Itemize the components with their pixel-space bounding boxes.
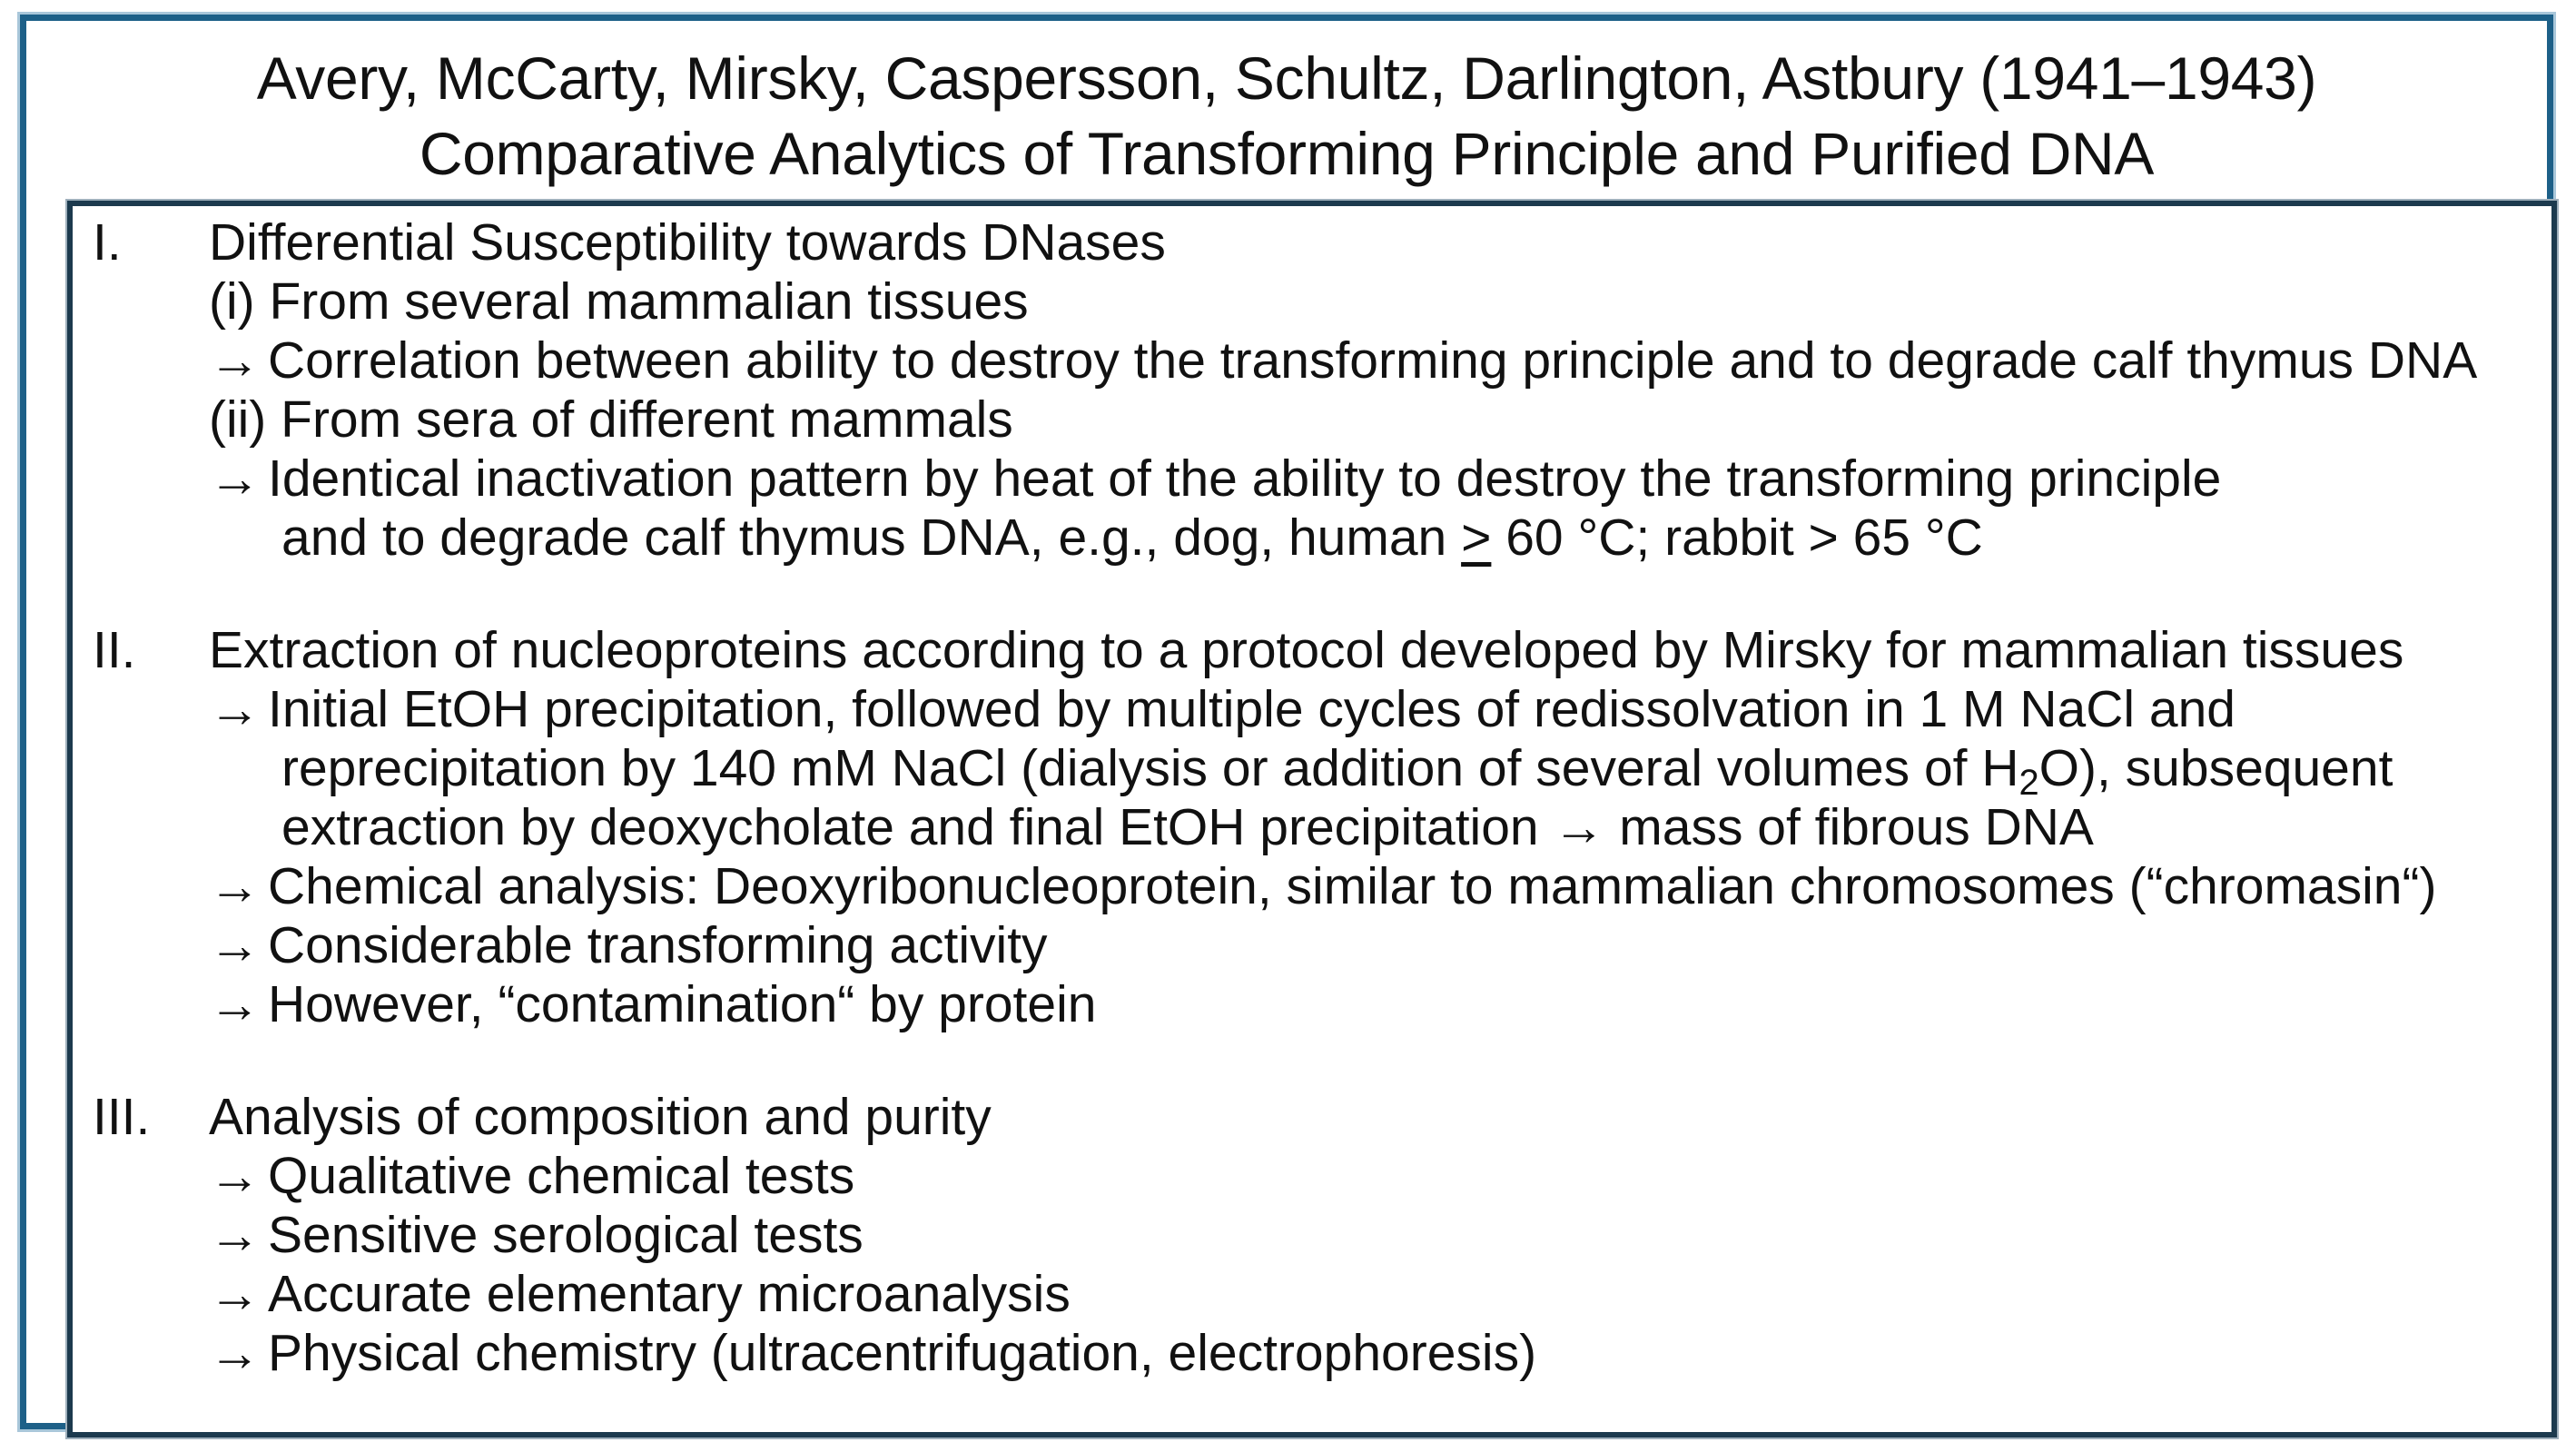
section-heading-line <box>73 621 2551 680</box>
item-text: Considerable transforming activity <box>268 916 1048 974</box>
title-line-subject: Comparative Analytics of Transforming Principle and Purified DNA <box>419 120 2155 187</box>
slide-frame <box>20 15 2553 1429</box>
sub-item-text: (ii) From sera of different mammals <box>209 390 1013 449</box>
arrow-right-icon: → <box>209 1324 261 1382</box>
section-3 <box>73 1088 2551 1383</box>
section-heading-line <box>73 213 2551 272</box>
arrow-right-icon: → <box>209 1206 261 1264</box>
list-item <box>73 1265 2551 1324</box>
item-text: Correlation between ability to destroy the transforming principle and to degrade calf thymus DNA <box>268 331 2478 390</box>
list-item <box>73 1324 2551 1383</box>
list-item-continuation <box>73 739 2551 803</box>
arrow-right-icon: → <box>209 975 261 1033</box>
arrow-right-icon: → <box>209 1147 261 1205</box>
list-item <box>73 857 2551 916</box>
item-text: Sensitive serological tests <box>268 1206 864 1264</box>
section-numeral: I. <box>93 213 122 272</box>
arrow-item <box>209 449 2221 509</box>
list-item <box>73 331 2551 390</box>
item-text: Qualitative chemical tests <box>268 1147 855 1205</box>
text-after: 60 °C; rabbit > 65 °C <box>1491 509 1983 567</box>
list-item <box>73 916 2551 975</box>
sub-item-text: (i) From several mammalian tissues <box>209 272 1029 331</box>
list-item <box>73 272 2551 331</box>
section-heading: Extraction of nucleoproteins according to a protocol developed by Mirsky for mammalian tissues <box>209 621 2404 679</box>
list-item <box>73 1147 2551 1206</box>
item-text: Chemical analysis: Deoxyribonucleoprotein, similar to mammalian chromosomes (“chromasin“) <box>268 857 2437 915</box>
item-text: Initial EtOH precipitation, followed by multiple cycles of redissolvation in 1 M NaCl and <box>268 680 2235 738</box>
arrow-item <box>209 1324 1536 1383</box>
continuation-text: extraction by deoxycholate and final EtOH precipitation → mass of fibrous DNA <box>281 798 2094 856</box>
text-after: O), subsequent <box>2038 739 2393 797</box>
list-item <box>73 680 2551 739</box>
subscript: 2 <box>2018 762 2039 803</box>
list-item <box>73 449 2551 509</box>
continuation-text <box>281 739 2393 803</box>
section-numeral: II. <box>93 621 136 679</box>
content-list <box>73 213 2551 1437</box>
section-heading-line <box>73 1088 2551 1147</box>
item-text: Physical chemistry (ultracentrifugation, electrophoresis) <box>268 1324 1537 1382</box>
arrow-item <box>209 1147 854 1206</box>
text-before: reprecipitation by 140 mM NaCl (dialysis or addition of several volumes of H <box>281 739 2019 797</box>
arrow-item <box>209 857 2436 916</box>
item-text: However, “contamination“ by protein <box>268 975 1097 1033</box>
arrow-item <box>209 680 2235 739</box>
slide-title <box>26 41 2547 192</box>
list-item-continuation <box>73 798 2551 857</box>
arrow-item <box>209 975 1096 1034</box>
list-item-continuation <box>73 509 2551 568</box>
arrow-right-icon: → <box>209 857 261 915</box>
arrow-item <box>209 1206 864 1265</box>
item-text: Accurate elementary microanalysis <box>268 1265 1071 1323</box>
list-item <box>73 390 2551 449</box>
section-2 <box>73 621 2551 1034</box>
arrow-right-icon: → <box>209 331 261 390</box>
greater-equal-symbol: > <box>1461 509 1492 567</box>
section-heading: Differential Susceptibility towards DNases <box>209 213 1166 272</box>
section-1 <box>73 213 2551 568</box>
arrow-right-icon: → <box>209 916 261 974</box>
arrow-right-icon: → <box>209 1265 261 1323</box>
item-text: Identical inactivation pattern by heat of the ability to destroy the transforming principle <box>268 449 2222 508</box>
list-item <box>73 1206 2551 1265</box>
text-before: and to degrade calf thymus DNA, e.g., dog, human <box>281 509 1462 567</box>
arrow-item <box>209 916 1048 975</box>
content-box <box>67 201 2557 1437</box>
list-item <box>73 975 2551 1034</box>
section-heading: Analysis of composition and purity <box>209 1088 992 1146</box>
section-numeral: III. <box>93 1088 151 1146</box>
continuation-text <box>281 509 1983 568</box>
arrow-item <box>209 1265 1071 1324</box>
arrow-right-icon: → <box>209 449 261 508</box>
arrow-item <box>209 331 2477 390</box>
title-line-authors: Avery, McCarty, Mirsky, Caspersson, Schultz, Darlington, Astbury (1941–1943) <box>256 44 2317 112</box>
arrow-right-icon: → <box>209 680 261 738</box>
